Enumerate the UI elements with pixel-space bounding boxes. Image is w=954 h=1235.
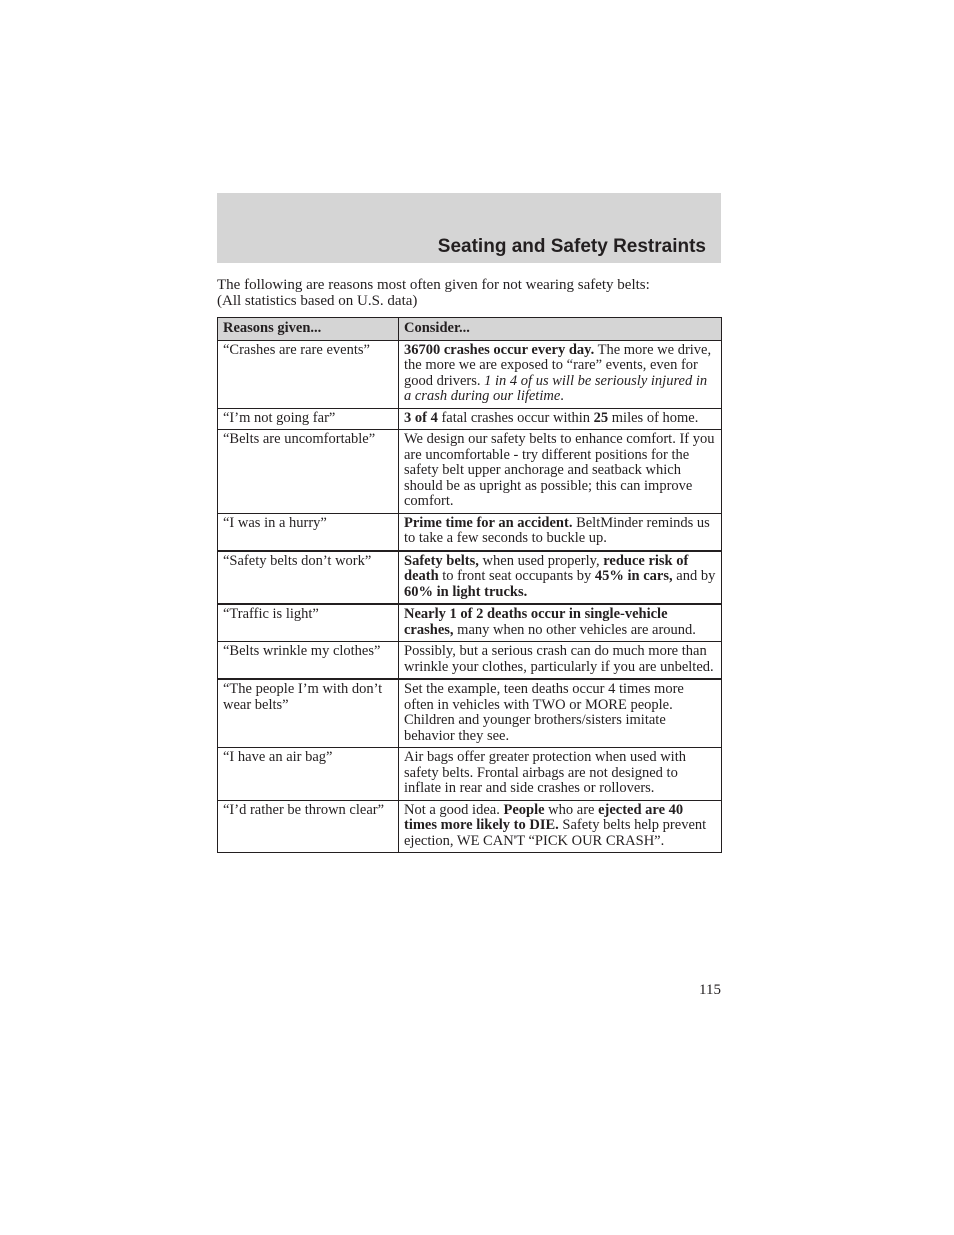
consider-text: Safety belts help prevent ejection, WE CAN'T “PICK OUR CRASH”.	[404, 817, 707, 849]
consider-text: Prime time for an accident.	[404, 514, 573, 531]
consider-cell	[399, 408, 722, 430]
reason-cell: “Crashes are rare events”	[218, 340, 399, 408]
consider-text: 45% in cars,	[594, 568, 673, 584]
column-header-reasons: Reasons given...	[218, 318, 399, 341]
consider-text: Possibly, but a serious crash can do much more than wrinkle your clothes, particularly if you are unbelted.	[404, 643, 714, 675]
intro-line: (All statistics based on U.S. data)	[217, 293, 418, 309]
consider-cell	[399, 800, 722, 853]
consider-cell	[399, 430, 722, 514]
consider-cell	[399, 604, 722, 642]
table-header-row	[218, 318, 722, 341]
consider-text: to front seat occupants by	[438, 568, 595, 584]
consider-text: We design our safety belts to enhance comfort. If you are uncomfortable - try different positions for the safety belt upper anchorage and seatback which should be as upright as possible; this can improve comfort.	[404, 431, 715, 509]
table-row	[218, 513, 722, 551]
intro-paragraph	[217, 277, 721, 309]
section-header-band	[217, 193, 721, 263]
consider-text: 36700 crashes occur every day.	[404, 341, 595, 358]
consider-text: .	[560, 388, 564, 404]
consider-cell	[399, 642, 722, 680]
consider-cell	[399, 679, 722, 748]
consider-text: 1 in 4 of us will be seriously injured in a crash during our lifetime	[404, 372, 708, 404]
consider-text: Nearly 1 of 2 deaths occur in single-vehicle crashes,	[404, 606, 668, 638]
table-row	[218, 340, 722, 408]
reason-cell: “Belts wrinkle my clothes”	[218, 642, 399, 680]
page-number: 115	[699, 982, 721, 998]
consider-text: Not a good idea.	[404, 801, 504, 818]
reason-cell: “Safety belts don’t work”	[218, 551, 399, 605]
consider-cell	[399, 340, 722, 408]
reason-cell: “The people I’m with don’t wear belts”	[218, 679, 399, 748]
consider-cell	[399, 748, 722, 801]
table-row	[218, 679, 722, 748]
table-row	[218, 551, 722, 605]
consider-text: 3 of 4	[404, 409, 438, 426]
table-row	[218, 604, 722, 642]
consider-text: reduce risk of death	[404, 552, 689, 584]
consider-text: Air bags offer greater protection when used with safety belts. Frontal airbags are not designed to inflate in rear and side crashes or rollovers.	[404, 749, 686, 796]
consider-cell	[399, 513, 722, 551]
consider-text: when used properly,	[478, 552, 604, 569]
column-header-consider: Consider...	[399, 318, 722, 341]
consider-text: many when no other vehicles are around.	[453, 621, 696, 638]
consider-text: fatal crashes occur within	[437, 409, 594, 426]
table-body	[218, 340, 722, 853]
reason-cell: “I’d rather be thrown clear”	[218, 800, 399, 853]
consider-text: and by	[672, 568, 716, 584]
reason-cell: “I have an air bag”	[218, 748, 399, 801]
consider-text: The more we drive, the more we are exposed to “rare” events, even for good drivers.	[404, 341, 712, 389]
consider-text: Set the example, teen deaths occur 4 times more often in vehicles with TWO or MORE people. Children and younger brothers/sisters imitate behavior they see.	[404, 681, 684, 744]
consider-text: ejected are 40 times more likely to DIE.	[404, 801, 684, 833]
consider-text: People	[503, 801, 545, 818]
reason-cell: “I’m not going far”	[218, 408, 399, 430]
consider-cell	[399, 551, 722, 605]
consider-text: miles of home.	[608, 409, 699, 426]
reason-cell: “Belts are uncomfortable”	[218, 430, 399, 514]
table-row	[218, 408, 722, 430]
reason-cell: “I was in a hurry”	[218, 513, 399, 551]
consider-text: 60% in light trucks.	[404, 583, 528, 600]
table-row	[218, 642, 722, 680]
table-row	[218, 430, 722, 514]
reason-cell: “Traffic is light”	[218, 604, 399, 642]
table-row	[218, 748, 722, 801]
reasons-table	[217, 317, 722, 853]
section-title: Seating and Safety Restraints	[437, 236, 706, 257]
consider-text: who are	[544, 801, 599, 818]
consider-text: BeltMinder reminds us to take a few seconds to buckle up.	[404, 514, 710, 546]
intro-line: The following are reasons most often given for not wearing safety belts:	[217, 277, 650, 293]
consider-text: 25	[593, 409, 609, 426]
consider-text: Safety belts,	[404, 552, 479, 569]
table-row	[218, 800, 722, 853]
